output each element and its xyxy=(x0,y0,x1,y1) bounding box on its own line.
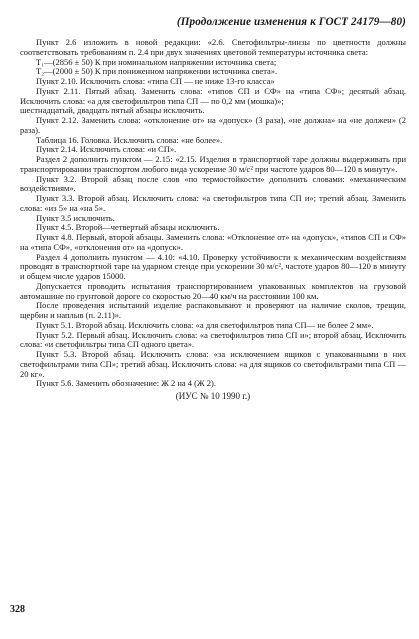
paragraph: Раздел 4 дополнить пунктом — 4.10: «4.10. Проверку устойчивости к механическим воздействиям проводят в транспортной таре на ударном стенде при ускорении 30 м/с², частоте ударов 80—120 в минуту и общем числе ударов 15000. xyxy=(20,251,406,281)
paragraph: Пункт 3.5 исключить. xyxy=(36,212,115,223)
document-body xyxy=(20,38,406,402)
paragraph: Пункт 5.2. Первый абзац. Исключить слова: «а светофильтров типа СП и»; второй абзац. Исключить слова: «и светофильтры типа СП одного цвета». xyxy=(20,329,406,350)
formula-line: T₁—(2856 ± 50) К при номинальном напряжении источника света; xyxy=(36,56,277,67)
paragraph: Пункт 3.3. Второй абзац. Исключить слова: «а светофильтров типа СП и»; третий абзац. Заменить слова: «из 5» на «на 5». xyxy=(20,193,406,213)
page-header: (Продолжение изменения к ГОСТ 24179—80) xyxy=(176,16,406,28)
paragraph: Раздел 2 дополнить пунктом — 2.15: «2.15. Изделия в транспортной таре должны выдерживать при транспортировании транспортом любого вида ускорение 30 м/с² при частоте ударов 80—120 в минуту». xyxy=(20,154,406,174)
paragraph: Пункт 2.12. Заменить слова: «отклонение от» на «допуск» (3 раза), «не должна» на «не должен» (2 раза). xyxy=(20,115,406,135)
source-reference: (ИУС № 10 1990 г.) xyxy=(175,391,251,401)
paragraph: Пункт 4.8. Первый, второй абзацы. Заменить слова: «Отклонение от» на «допуск», «типов СП и СФ» на «типа СФ», «отклонения от» на «допуск». xyxy=(20,232,406,252)
paragraph: Пункт 5.1. Второй абзац. Исключить слова: «а для светофильтров типа СП— не более 2 мм». xyxy=(36,319,374,330)
paragraph: Пункт 2.10. Исключить слова: «типа СП — не ниже 13-го класса» xyxy=(36,76,275,86)
paragraph: Пункт 5.3. Второй абзац. Исключить слова: «за исключением ящиков с упакованными в них светофильтрами типа СП»; третий абзац. Исключить слова: «а для ящиков со светофильтрами типа СП — 20 кг». xyxy=(20,349,406,379)
paragraph: Пункт 2.14. Исключить слова: «и СП». xyxy=(36,144,177,155)
paragraph: Пункт 4.5. Второй—четвертый абзацы исключить. xyxy=(36,222,220,233)
paragraph: Пункт 5.6. Заменить обозначение: Ж 2 на 4 (Ж 2). xyxy=(36,378,216,389)
paragraph: Пункт 2.6 изложить в новой редакции: «2.6. Светофильтры-линзы по цветности должны соответствовать требованиям п. 2.4 при двух значениях цветовой температуры источника света: xyxy=(20,37,406,57)
formula-line: T₂—(2000 ± 50) К при пониженном напряжении источника света». xyxy=(36,66,278,77)
page-number: 328 xyxy=(10,604,25,615)
paragraph: шестнадцатый, двадцать пятый абзацы исключить. xyxy=(20,105,205,116)
paragraph: Таблица 16. Головка. Исключить слова: «не более». xyxy=(36,134,223,145)
paragraph: После проведения испытаний изделие распаковывают и проверяют на наличие сколов, трещин, щербин и наплыв (п. 2.11)». xyxy=(20,300,406,320)
paragraph: Пункт 3.2. Второй абзац после слов «по термостойкости» дополнить словами: «механическим воздействиям». xyxy=(20,173,406,194)
paragraph: Допускается проводить испытания транспортированием упакованных комплектов на грузовой автомашине по грунтовой дороге со скоростью 20—40 км/ч на расстоянии 100 км. xyxy=(20,280,406,301)
paragraph: Пункт 2.11. Пятый абзац. Заменить слова: «типов СП и СФ» на «типа СФ»; десятый абзац. Исключить слова: «а для светофильтров типа СП — по 0,2 мм (мошка)»; xyxy=(20,85,406,106)
